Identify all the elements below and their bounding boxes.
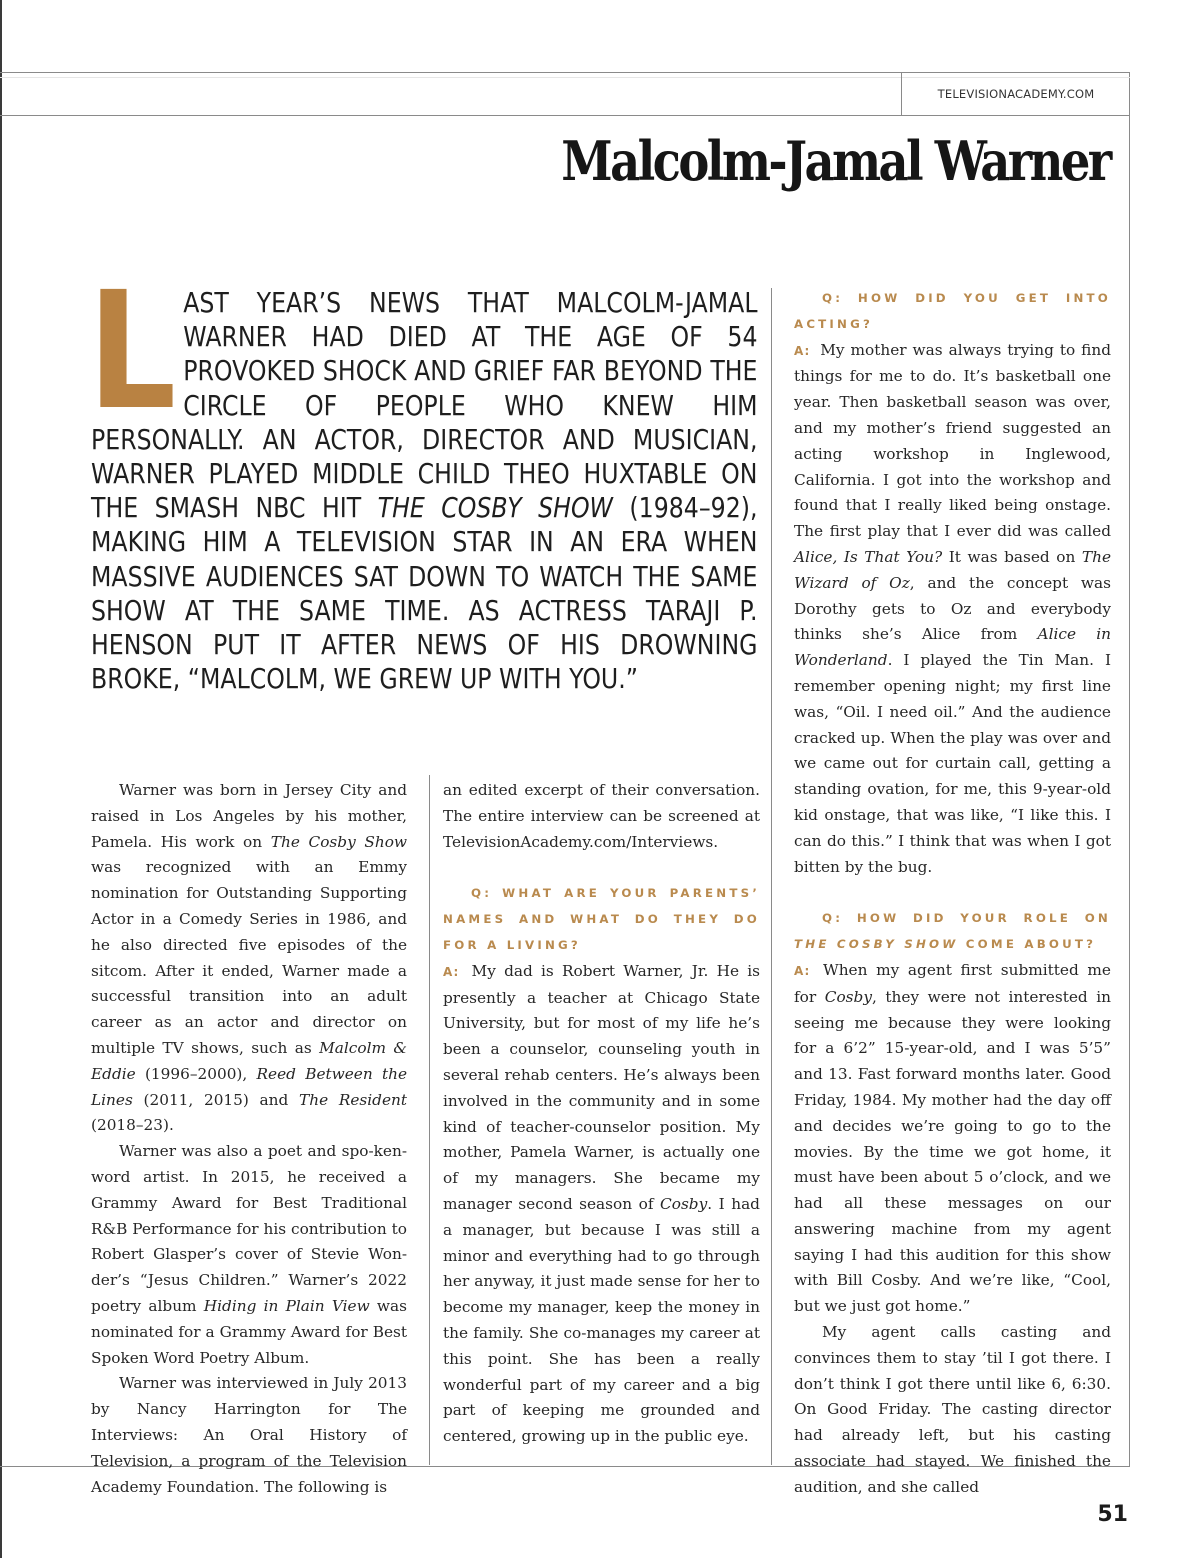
column-2	[443, 778, 760, 1450]
answer-label: A:	[443, 964, 460, 979]
question-cosby-role: Q: HOW DID YOUR ROLE ON THE COSBY SHOW COME ABOUT?	[794, 911, 1111, 952]
site-url[interactable]: TELEVISIONACADEMY.COM	[937, 86, 1095, 101]
question-acting: Q: HOW DID YOU GET INTO ACTING?	[794, 291, 1111, 331]
question-parents: Q: WHAT ARE YOUR PARENTS’ NAMES AND WHAT DO THEY DO FOR A LIVING?	[443, 886, 760, 952]
column-1	[91, 778, 407, 1500]
column-divider-1	[429, 775, 430, 1465]
column-divider-2	[771, 288, 772, 1465]
spacer	[443, 855, 760, 881]
page-title: Malcolm-Jamal Warner	[561, 129, 1110, 193]
column-3	[794, 286, 1111, 1501]
answer-label: A:	[794, 343, 811, 358]
drop-cap: L	[87, 258, 177, 446]
lede-text-2: (1984–92), MAKING HIM A TELEVISION STAR IN AN ERA WHEN MASSIVE AUDIENCES SAT DOWN TO WATCH THE SAME SHOW AT THE SAME TIME. AS ACTRESS TARAJI P. HENSON PUT IT AFTER NEWS OF HIS DROWNING BROKE, “MALCOLM, WE GREW UP WITH YOU.”	[91, 492, 758, 696]
header-band	[0, 72, 1130, 116]
answer-label: A:	[794, 963, 811, 978]
lede-show-title: THE COSBY SHOW	[377, 492, 613, 525]
intro-continuation: an edited excerpt of their conversation. The entire interview can be screened at TelevisionAcademy.com/Interviews.	[443, 781, 760, 851]
answer-cosby-role-2: My agent calls casting and convinces them to stay ’til I got there. I don’t think I got there until like 6, 6:30. On Good Friday. The casting director had already left, but his casting associate had stayed. We finished the audition, and she called	[794, 1323, 1111, 1496]
site-cell	[901, 72, 1130, 115]
page-number: 51	[1097, 1502, 1128, 1527]
answer-acting: A: My mother was always trying to find things for me to do. It’s basketball one year. Then basketball season was over, and my mother’s friend suggested an acting workshop in Inglewood, California. I got into the workshop and found that I really liked being onstage. The first play that I ever did was called Alice, Is That You? It was based on The Wizard of Oz, and the concept was Dorothy gets to Oz and everybody thinks she’s Alice from Alice in Wonderland. I played the Tin Man. I remember opening night; my first line was, “Oil. I need oil.” And the audience cracked up. When the play was over and we came out for curtain call, getting a standing ovation, for me, this 9-year-old kid onstage, that was like, “I like this. I can do this.” I think that was when I got bitten by the bug.	[794, 340, 1112, 876]
answer-parents: A: My dad is Robert Warner, Jr. He is presently a teacher at Chicago State University, but for most of my life he’s been a counselor, counseling youth in several rehab centers. He’s always been involved in the community and in some kind of teacher-counselor position. My mother, Pamela Warner, is actually one of my managers. She became my manager second season of Cosby. I had a manager, but because I was still a minor and everything had to go through her anyway, it just made sense for her to become my manager, keep the money in the family. She co-manages my career at this point. She has been a really wonderful part of my career and a big part of keeping me grounded and centered, growing up in the public eye.	[443, 961, 760, 1446]
bio-paragraph-3: Warner was interviewed in July 2013 by Nancy Harrington for The Interviews: An Oral History of Television, a program of the Television Academy Foundation. The following is	[91, 1374, 407, 1496]
bio-paragraph-1: Warner was born in Jersey City and raised in Los Angeles by his mother, Pamela. His work on The Cosby Show was recognized with an Emmy nomination for Outstanding Supporting Actor in a Comedy Series in 1986, and he also directed five episodes of the sitcom. After it ended, Warner made a successful transition into an adult career as an actor and director on multiple TV shows, such as Malcolm & Eddie (1996–2000), Reed Between the Lines (2011, 2015) and The Resident (2018–23).	[91, 781, 408, 1135]
spacer	[794, 880, 1111, 906]
lede-paragraph	[87, 258, 758, 696]
lede-text-1: AST YEAR’S NEWS THAT MALCOLM-JAMAL WARNER HAD DIED AT THE AGE OF 54 PROVOKED SHOCK AND GRIEF FAR BEYOND THE CIRCLE OF PEOPLE WHO KNEW HIM PERSONALLY. AN ACTOR, DIRECTOR AND MUSICIAN, WARNER PLAYED MIDDLE CHILD THEO HUXTABLE ON THE SMASH NBC HIT	[91, 287, 758, 525]
answer-cosby-role-1: A: When my agent first submitted me for Cosby, they were not interested in seeing me because they were looking for a 6’2” 15-year-old, and I was 5’5” and 13. Fast forward months later. Good Friday, 1984. My mother had the day off and decides we’re going to go to the movies. By the time we got home, it must have been about 5 o’clock, and we had all these messages on our answering machine from my agent saying I had this audition for this show with Bill Cosby. And we’re like, “Cool, but we just got home.”	[794, 960, 1112, 1316]
bio-paragraph-2: Warner was also a poet and spo-ken-word artist. In 2015, he received a Grammy Award for Best Traditional R&B Performance for his contribution to Robert Glasper’s cover of Stevie Won-der’s “Jesus Children.” Warner’s 2022 poetry album Hiding in Plain View was nominated for a Grammy Award for Best Spoken Word Poetry Album.	[91, 1142, 407, 1367]
